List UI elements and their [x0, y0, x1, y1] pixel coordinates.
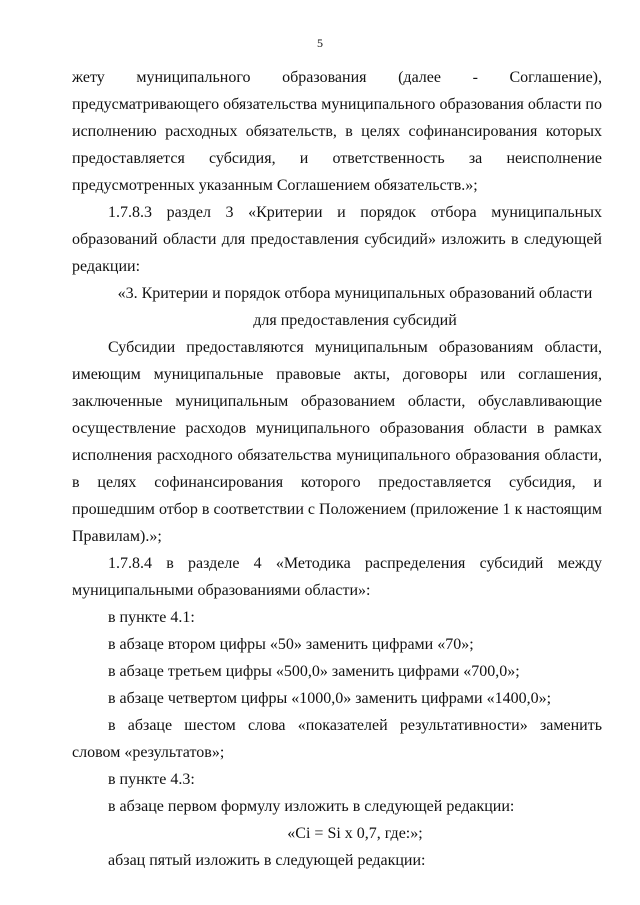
paragraph-subsidies: Субсидии предоставляются муниципальным образованиям области, имеющим муниципальные правовые акты, договоры или соглашения, заключенные муниципальным образованием области, обуславливающие осуществление расходов муниципального образования области в рамках исполнения расходного обязательства муниципального образования области, в целях софинансирования которого предоставляется субсидия, и прошедшим отбор в соответствии с Положением (приложение 1 к настоящим Правилам).»;	[72, 339, 602, 545]
paragraph-point-4-3: в пункте 4.3:	[108, 771, 195, 788]
formula: «Ci = Si x 0,7, где:»;	[287, 825, 423, 842]
paragraph-fifth-abzac: абзац пятый изложить в следующей редакции:	[108, 852, 426, 869]
page-number: 5	[317, 36, 323, 50]
paragraph-fourth-abzac: в абзаце четвертом цифры «1000,0» заменить цифрами «1400,0»;	[108, 690, 552, 707]
paragraph-second-abzac: в абзаце втором цифры «50» заменить цифрами «70»;	[108, 636, 474, 653]
paragraph-point-4-1: в пункте 4.1:	[108, 609, 195, 626]
paragraph-sixth-abzac: в абзаце шестом слова «показателей результативности» заменить словом «результатов»;	[72, 717, 602, 761]
paragraph-continuation: жету муниципального образования (далее - Соглашение), предусматривающего обязательства муниципального образования области по исполнению расходных обязательств, в целях софинансирования которых предоставляется субсидия, и ответственность за неисполнение предусмотренных указанным Соглашением обязательств.»;	[72, 69, 602, 194]
paragraph-third-abzac: в абзаце третьем цифры «500,0» заменить цифрами «700,0»;	[108, 663, 520, 680]
section-heading: «3. Критерии и порядок отбора муниципальных образований области для предоставления субсидий	[117, 285, 593, 329]
paragraph-1-7-8-3: 1.7.8.3 раздел 3 «Критерии и порядок отбора муниципальных образований области для предоставления субсидий» изложить в следующей редакции:	[72, 204, 602, 275]
paragraph-first-abzac-formula: в абзаце первом формулу изложить в следующей редакции:	[108, 798, 515, 815]
document-body	[72, 64, 602, 874]
paragraph-1-7-8-4: 1.7.8.4 в разделе 4 «Методика распределения субсидий между муниципальными образованиями области»:	[72, 555, 602, 599]
